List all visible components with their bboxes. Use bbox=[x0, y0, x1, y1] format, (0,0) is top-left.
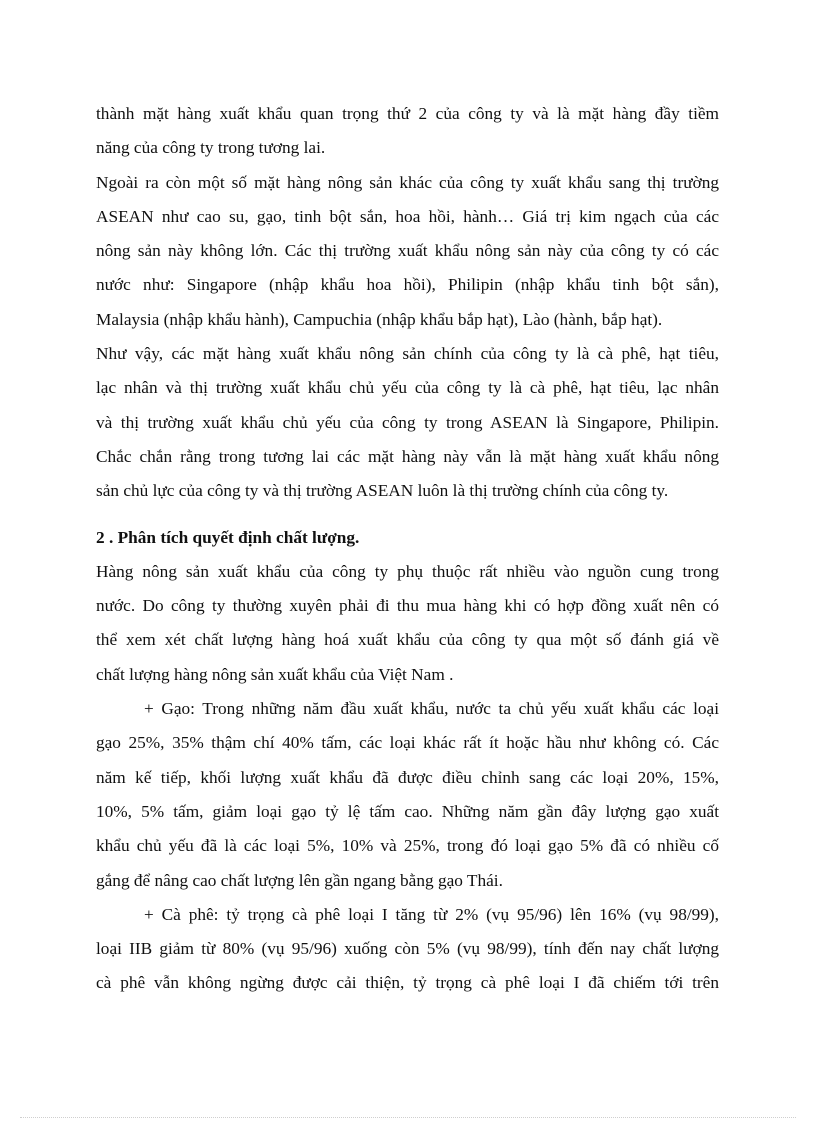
text-line: sản chủ lực của công ty và thị trường ASEAN luôn là thị trường chính của công ty. bbox=[96, 481, 669, 501]
text-line: lạc nhân và thị trường xuất khẩu chủ yếu của công ty là cà phê, hạt tiêu, lạc nhân bbox=[96, 378, 719, 398]
text-line: + Cà phê: tỷ trọng cà phê loại I tăng từ 2% (vụ 95/96) lên 16% (vụ 98/99), bbox=[144, 904, 719, 924]
section-spacer bbox=[96, 509, 719, 521]
intro-paragraph bbox=[96, 97, 719, 166]
section-heading: 2 . Phân tích quyết định chất lượng. bbox=[96, 527, 360, 547]
quality-paragraph bbox=[96, 555, 719, 692]
text-line: ASEAN như cao su, gạo, tinh bột sắn, hoa hồi, hành… Giá trị kim ngạch của các bbox=[96, 206, 719, 226]
text-line: Malaysia (nhập khẩu hành), Campuchia (nhập khẩu bắp hạt), Lào (hành, bắp hạt). bbox=[96, 309, 663, 329]
text-line: 10%, 5% tấm, giảm loại gạo tỷ lệ tấm cao. Những năm gần đây lượng gạo xuất bbox=[96, 801, 719, 821]
page-bottom-rule bbox=[20, 1117, 796, 1118]
text-line: nông sản này không lớn. Các thị trường xuất khẩu nông sản này của công ty có các bbox=[96, 241, 719, 261]
text-line: nước. Do công ty thường xuyên phải đi thu mua hàng khi có hợp đồng xuất nên có bbox=[96, 596, 719, 616]
text-line: + Gạo: Trong những năm đầu xuất khẩu, nước ta chủ yếu xuất khẩu các loại bbox=[144, 699, 719, 719]
text-line: cà phê vẫn không ngừng được cải thiện, tỷ trọng cà phê loại I đã chiếm tới trên bbox=[96, 973, 719, 993]
text-line: năng của công ty trong tương lai. bbox=[96, 138, 326, 158]
text-line: khẩu chủ yếu đã là các loại 5%, 10% và 25%, trong đó loại gạo 5% đã có nhiều cố bbox=[96, 836, 719, 856]
text-line: Chắc chắn rằng trong tương lai các mặt hàng này vẫn là mặt hàng xuất khẩu nông bbox=[96, 446, 719, 466]
coffee-paragraph bbox=[96, 898, 719, 1001]
text-line: Như vậy, các mặt hàng xuất khẩu nông sản chính của công ty là cà phê, hạt tiêu, bbox=[96, 344, 719, 364]
text-line: năm kế tiếp, khối lượng xuất khẩu đã được điều chỉnh sang các loại 20%, 15%, bbox=[96, 767, 719, 787]
text-line: nước như: Singapore (nhập khẩu hoa hồi), Philipin (nhập khẩu tinh bột sắn), bbox=[96, 275, 719, 295]
text-line: chất lượng hàng nông sản xuất khẩu của Việt Nam . bbox=[96, 664, 454, 684]
text-line: loại IIB giảm từ 80% (vụ 95/96) xuống còn 5% (vụ 98/99), tính đến nay chất lượng bbox=[96, 939, 719, 959]
text-line: gạo 25%, 35% thậm chí 40% tấm, các loại khác rất ít hoặc hầu như không có. Các bbox=[96, 733, 719, 753]
text-line: thành mặt hàng xuất khẩu quan trọng thứ 2 của công ty và là mặt hàng đầy tiềm bbox=[96, 104, 719, 123]
text-line: Ngoài ra còn một số mặt hàng nông sản khác của công ty xuất khẩu sang thị trường bbox=[96, 172, 719, 192]
rice-paragraph bbox=[96, 692, 719, 898]
text-line: gắng để nâng cao chất lượng lên gần ngang bằng gạo Thái. bbox=[96, 870, 503, 890]
text-line: thể xem xét chất lượng hàng hoá xuất khẩu của công ty qua một số đánh giá về bbox=[96, 630, 719, 650]
document-page bbox=[96, 97, 719, 1001]
text-line: Hàng nông sản xuất khẩu của công ty phụ thuộc rất nhiều vào nguồn cung trong bbox=[96, 561, 719, 581]
summary-paragraph bbox=[96, 337, 719, 508]
text-line: và thị trường xuất khẩu chủ yếu của công ty trong ASEAN là Singapore, Philipin. bbox=[96, 412, 719, 432]
other-products-paragraph bbox=[96, 166, 719, 337]
